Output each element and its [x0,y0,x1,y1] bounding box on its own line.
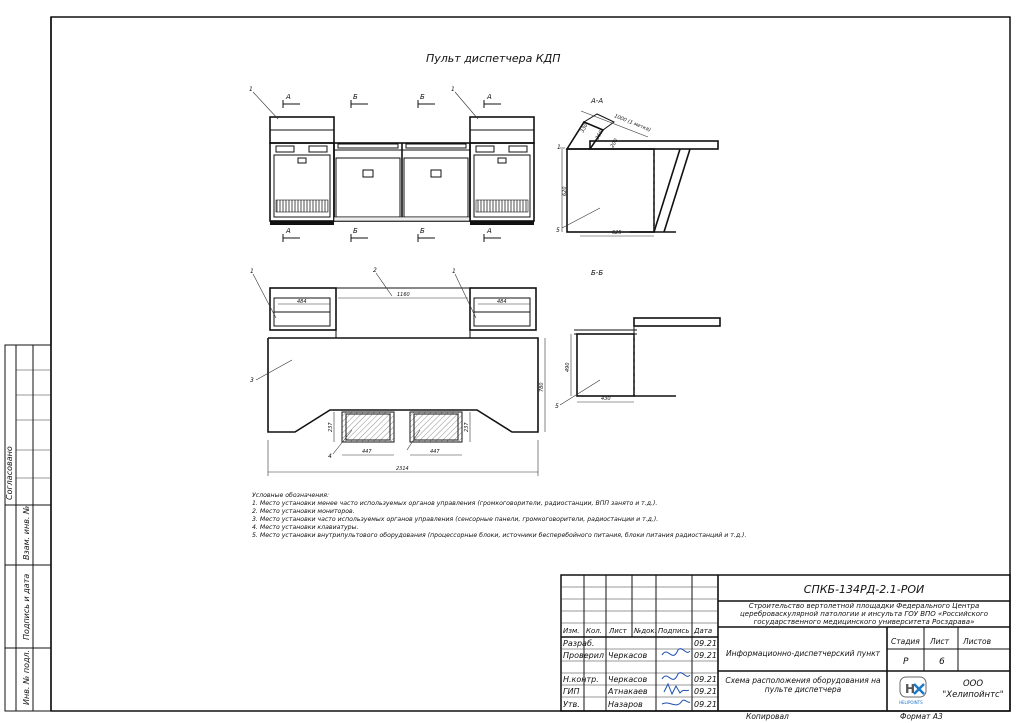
side-stamp [5,345,51,711]
section-aa [556,97,718,236]
signature-chief-engineer [664,684,689,694]
row-name-chief-engineer: Атнакаев [608,687,648,696]
company-line2: "Хелипойнтс" [942,690,1004,700]
sheet-label: Лист [930,637,950,646]
dim-484-left: 484 [297,299,307,305]
dim-360: 360 [594,129,605,141]
sheet-value: 6 [939,657,945,667]
cut-a-bottom-right: А [487,227,492,235]
row-date-approved: 09.21 [694,700,717,709]
stage-value: Р [903,657,909,667]
stamp-sign-date: Подпись и дата [22,573,31,640]
col-doc: №док. [634,627,657,635]
title-block [561,575,1010,711]
dim-2314: 2314 [396,466,409,472]
dim-237-right: 237 [464,422,470,432]
callout-1-front-right: 1 [451,86,455,93]
dim-447-left: 447 [362,449,372,455]
row-role-normcontrol: Н.контр. [563,675,599,684]
cut-b-top-right: Б [420,93,425,101]
signature-checker [662,649,690,656]
section-aa-label: А-А [591,97,604,105]
dim-237-left: 237 [328,422,334,432]
cut-a-bottom-left: А [286,227,291,235]
sheet-name: Схема расположения оборудования на пульте диспетчера [725,676,881,694]
row-role-checker: Проверил [563,651,605,660]
section-bb-label: Б-Б [591,269,604,277]
legend-item-5: 5. Место установки внутрипультового оборудования (процессорные блоки, источники бесперебойного питания, блоки питания радиостанций и т.д.). [252,532,747,539]
row-date-chief-engineer: 09.21 [694,687,717,696]
row-role-chief-engineer: ГИП [563,687,580,696]
dim-1160: 1160 [397,292,410,298]
callout-3-plan: 3 [250,377,254,384]
col-change: Изм. [563,627,580,635]
legend-item-2: 2. Место установки мониторов. [252,508,355,515]
callout-1-aa: 1 [557,144,561,151]
format-label: Формат А3 [900,712,943,721]
cut-a-top-right: А [487,93,492,101]
legend-item-3: 3. Место установки часто используемых органов управления (сенсорные панели, громкоговорители, радиостанции и т.д.). [252,516,659,523]
dim-200: 200 [609,137,620,149]
callout-1-plan-right: 1 [452,268,456,275]
callout-2-plan: 2 [373,267,377,274]
legend [252,491,746,539]
callout-5-aa: 5 [556,227,560,234]
callout-1-plan-left: 1 [250,268,254,275]
col-signature: Подпись [658,627,690,635]
legend-heading: Условные обозначения: [252,492,330,499]
svg-text:HELIPOINTS: HELIPOINTS [899,700,923,705]
row-date-normcontrol: 09.21 [694,675,717,684]
stamp-replace-inv: Взам. инв. № [22,505,31,560]
stamp-inv-orig: Инв. № подл. [22,649,31,705]
row-date-checker: 09.21 [694,651,717,660]
section-bb [555,269,720,410]
helipoints-logo [899,677,926,705]
copied-label: Копировал [746,712,789,721]
sheets-label: Листов [963,637,992,646]
signature-normcontrol [662,673,690,680]
stamp-agreed: Согласовано [5,446,14,500]
row-role-developer: Разраб. [563,639,595,648]
dim-780: 780 [539,382,545,392]
row-role-approved: Утв. [563,700,580,709]
callout-1-front-left: 1 [249,86,253,93]
stage-label: Стадия [891,637,920,646]
drawing-title: Пульт диспетчера КДП [426,52,561,65]
dim-620: 620 [562,186,568,196]
doc-code: СПКБ-134РД-2.1-РОИ [803,583,925,596]
section-name: Информационно-диспетчерский пункт [725,649,881,658]
plan-view [250,267,545,476]
dim-625: 625 [612,230,622,236]
col-qty: Кол. [586,627,602,635]
callout-5-bb: 5 [555,403,559,410]
row-name-normcontrol: Черкасов [608,675,648,684]
dim-330: 330 [579,122,590,134]
col-date: Дата [694,627,713,635]
cut-b-bottom-left: Б [353,227,358,235]
legend-item-4: 4. Место установки клавиатуры. [252,524,359,531]
dim-484-right: 484 [497,299,507,305]
project-name: Строительство вертолетной площадки Федерального Центра цереброваскулярной патологии и инсульта ГОУ ВПО «Российского государственного медицинского университета Росздрава» [740,602,988,626]
row-name-approved: Назаров [608,700,643,709]
dim-447-right: 447 [430,449,440,455]
legend-item-1: 1. Место установки менее часто используемых органов управления (громкоговорители, радиостанции, ВПП занято и т.д.). [252,500,658,507]
cut-b-bottom-right: Б [420,227,425,235]
callout-4-plan: 4 [328,453,332,460]
dim-490: 490 [565,362,571,372]
dim-1000: 1000 (1 метка) [613,113,652,134]
cut-a-top-left: А [286,93,291,101]
dim-430: 430 [601,396,611,402]
row-name-checker: Черкасов [608,651,648,660]
cut-b-top-left: Б [353,93,358,101]
front-view [249,86,534,242]
signature-approved [662,700,690,705]
svg-text:H: H [905,682,916,696]
col-sheet: Лист [609,627,627,635]
company-line1: ООО [962,679,984,689]
row-date-developer: 09.21 [694,639,717,648]
